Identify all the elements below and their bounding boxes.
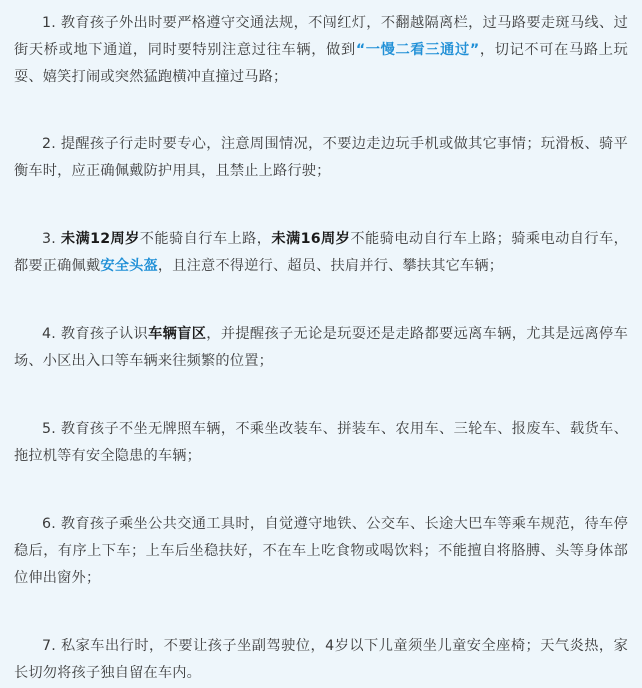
tip-3-highlight-helmet: 安全头盔: [100, 258, 158, 274]
tip-6: [14, 511, 628, 592]
tip-4-text-a: 教育孩子认识: [60, 326, 149, 342]
tip-4-text-b: ，并提醒孩子无论是玩耍还是走路都要远离车辆，尤其是远离停车场、小区出入口等车辆来往频繁的位置；: [14, 326, 628, 369]
tip-4-number: 4.: [42, 326, 56, 342]
tip-3-bold-age-12: 未满12周岁: [60, 231, 140, 247]
tip-6-text: 教育孩子乘坐公共交通工具时，自觉遵守地铁、公交车、长途大巴车等乘车规范，待车停稳后，有序上下车；上车后坐稳扶好，不在车上吃食物或喝饮料；不能擅自将胳膊、头等身体部位伸出窗外；: [14, 516, 628, 586]
tip-7-text: 私家车出行时，不要让孩子坐副驾驶位，4岁以下儿童须坐儿童安全座椅；天气炎热，家长切勿将孩子独自留在车内。: [14, 638, 628, 681]
tip-1-number: 1.: [42, 15, 56, 31]
tip-4-bold-blind-spot: 车辆盲区: [148, 326, 207, 342]
spacer: [14, 470, 628, 511]
tip-2-text: 提醒孩子行走时要专心，注意周围情况，不要边走边玩手机或做其它事情；玩滑板、骑平衡车时，应正确佩戴防护用具，且禁止上路行驶；: [14, 136, 628, 179]
tip-2-number: 2.: [42, 136, 56, 152]
tip-1: [14, 10, 628, 91]
tip-1-text-b: ，切记不可在马路上玩耍、嬉笑打闹或突然猛跑横冲直撞过马路；: [14, 42, 628, 85]
tip-7: [14, 633, 628, 687]
tip-1-highlight-slogan: “一慢二看三通过”: [355, 42, 480, 58]
tip-7-number: 7.: [42, 638, 56, 654]
tip-3-text-a: 不能骑自行车上路，: [139, 231, 272, 247]
tip-5: [14, 416, 628, 470]
tip-6-number: 6.: [42, 516, 56, 532]
spacer: [14, 280, 628, 321]
tip-4: [14, 321, 628, 375]
tip-5-number: 5.: [42, 421, 56, 437]
tip-3-number: 3.: [42, 231, 56, 247]
tip-3-text-b: 不能骑电动自行车上路；骑乘电动自行车，都要正确佩戴: [14, 231, 628, 274]
tip-2: [14, 131, 628, 185]
spacer: [14, 91, 628, 131]
spacer: [14, 185, 628, 226]
spacer: [14, 592, 628, 633]
tip-5-text: 教育孩子不坐无牌照车辆，不乘坐改装车、拼装车、农用车、三轮车、报废车、载货车、拖拉机等有安全隐患的车辆；: [14, 421, 628, 464]
tip-3-bold-age-16: 未满16周岁: [271, 231, 351, 247]
tip-1-text-a: 教育孩子外出时要严格遵守交通法规，不闯红灯，不翻越隔离栏，过马路要走斑马线、过街天桥或地下通道，同时要特别注意过往车辆，做到: [14, 15, 628, 58]
tip-3-text-c: ，且注意不得逆行、超员、扶肩并行、攀扶其它车辆；: [157, 258, 504, 274]
tip-3: [14, 226, 628, 280]
spacer: [14, 375, 628, 416]
